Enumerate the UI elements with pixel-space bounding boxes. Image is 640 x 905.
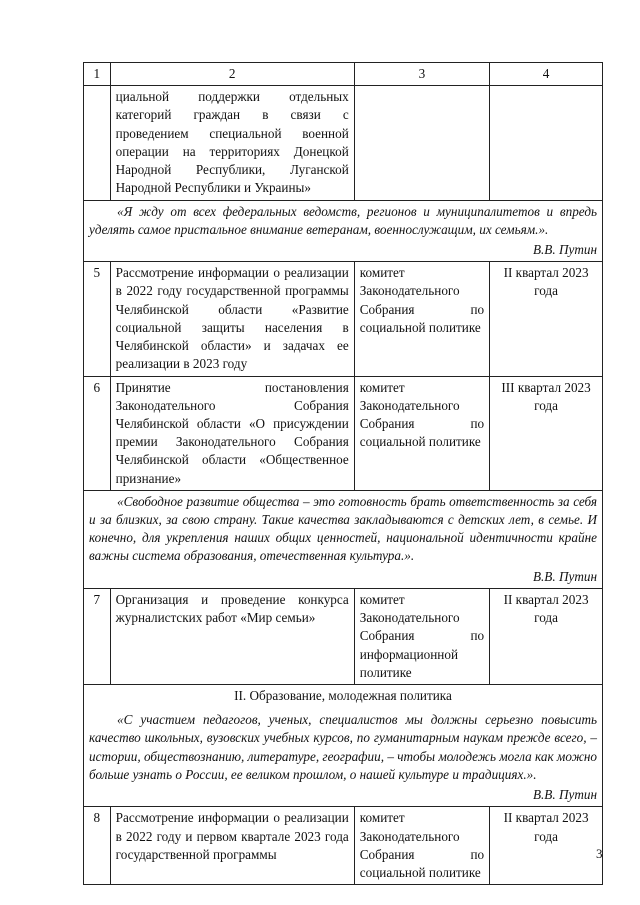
table-row-continued [84,86,603,200]
quote-text-2: «Свободное развитие общества – это готовность брать ответственность за себя и за близких, за свою страну. Такие качества закладываются с детских лет, в семье. И конечно, для укрепления наших общих ценностей, национальной идентичности крайне важны система образования, отечественная культура.». [89,493,597,564]
quote-text-3: «С участием педагогов, ученых, специалистов мы должны серьезно повысить качество школьных, вузовских учебных курсов, по гуманитарным наукам прежде всего, – истории, обществознанию, литературе, географии, – чтобы молодежь могла как можно больше узнать о России, ее великом прошлом, о нашей культуре и традициях.». [89,712,598,782]
row-number: 5 [84,262,111,376]
row-responsible: комитет Законодательного Собрания по социальной политике [354,376,489,490]
row-term: II квартал 2023 года [490,588,603,684]
section-cell-2 [84,685,603,807]
table-row-6 [84,376,603,490]
section-title: II. Образование, молодежная политика [234,688,452,703]
quote-text-1: «Я жду от всех федеральных ведомств, регионов и муниципалитетов и впредь уделять самое пристальное внимание ветеранам, военнослужащим, их семьям.». [89,203,597,237]
row-cont-responsible-cell [354,86,489,200]
events-plan-table [83,62,603,885]
quote-cell-1 [84,200,603,262]
row-term: II квартал 2023 года [490,807,603,885]
row-event: Организация и проведение конкурса журналистских работ «Мир семьи» [110,588,354,684]
header-col-3: 3 [354,63,489,86]
row-responsible: комитет Законодательного Собрания по социальной политике [354,807,489,885]
row-term: III квартал 2023 года [490,376,603,490]
row-term: II квартал 2023 года [490,262,603,376]
quote-row-2 [84,490,603,588]
quote-author-1: В.В. Путин [532,241,597,257]
row-event: Рассмотрение информации о реализации в 2022 году государственной программы Челябинской области «Развитие социальной защиты населения в Челябинской области» и задачах ее реализации в 2023 году [110,262,354,376]
row-number: 7 [84,588,111,684]
table-row-7 [84,588,603,684]
row-cont-num-cell [84,86,111,200]
table-row-8 [84,807,603,885]
row-event: Рассмотрение информации о реализации в 2022 году и первом квартале 2023 года государственной программы [110,807,354,885]
header-col-1: 1 [84,63,111,86]
page-number: 3 [596,846,603,861]
table-row-5 [84,262,603,376]
header-col-2: 2 [110,63,354,86]
quote-cell-2 [84,490,603,588]
quote-row-1 [84,200,603,262]
quote-author-3: В.В. Путин [532,787,597,803]
quote-author-2: В.В. Путин [532,568,597,584]
header-col-4: 4 [490,63,603,86]
row-cont-term-cell [490,86,603,200]
table-header-row [84,63,603,86]
row-number: 8 [84,807,111,885]
row-number: 6 [84,376,111,490]
row-responsible: комитет Законодательного Собрания по социальной политике [354,262,489,376]
row-event: Принятие постановления Законодательного Собрания Челябинской области «О присуждении премии Законодательного Собрания Челябинской области «Общественное признание» [110,376,354,490]
row-responsible: комитет Законодательного Собрания по информационной политике [354,588,489,684]
row-cont-event: циальной поддержки отдельных категорий граждан в связи с проведением специальной военной операции на территориях Донецкой Народной Республики, Луганской Народной Республики и Украины» [110,86,354,200]
section-row-2 [84,685,603,807]
